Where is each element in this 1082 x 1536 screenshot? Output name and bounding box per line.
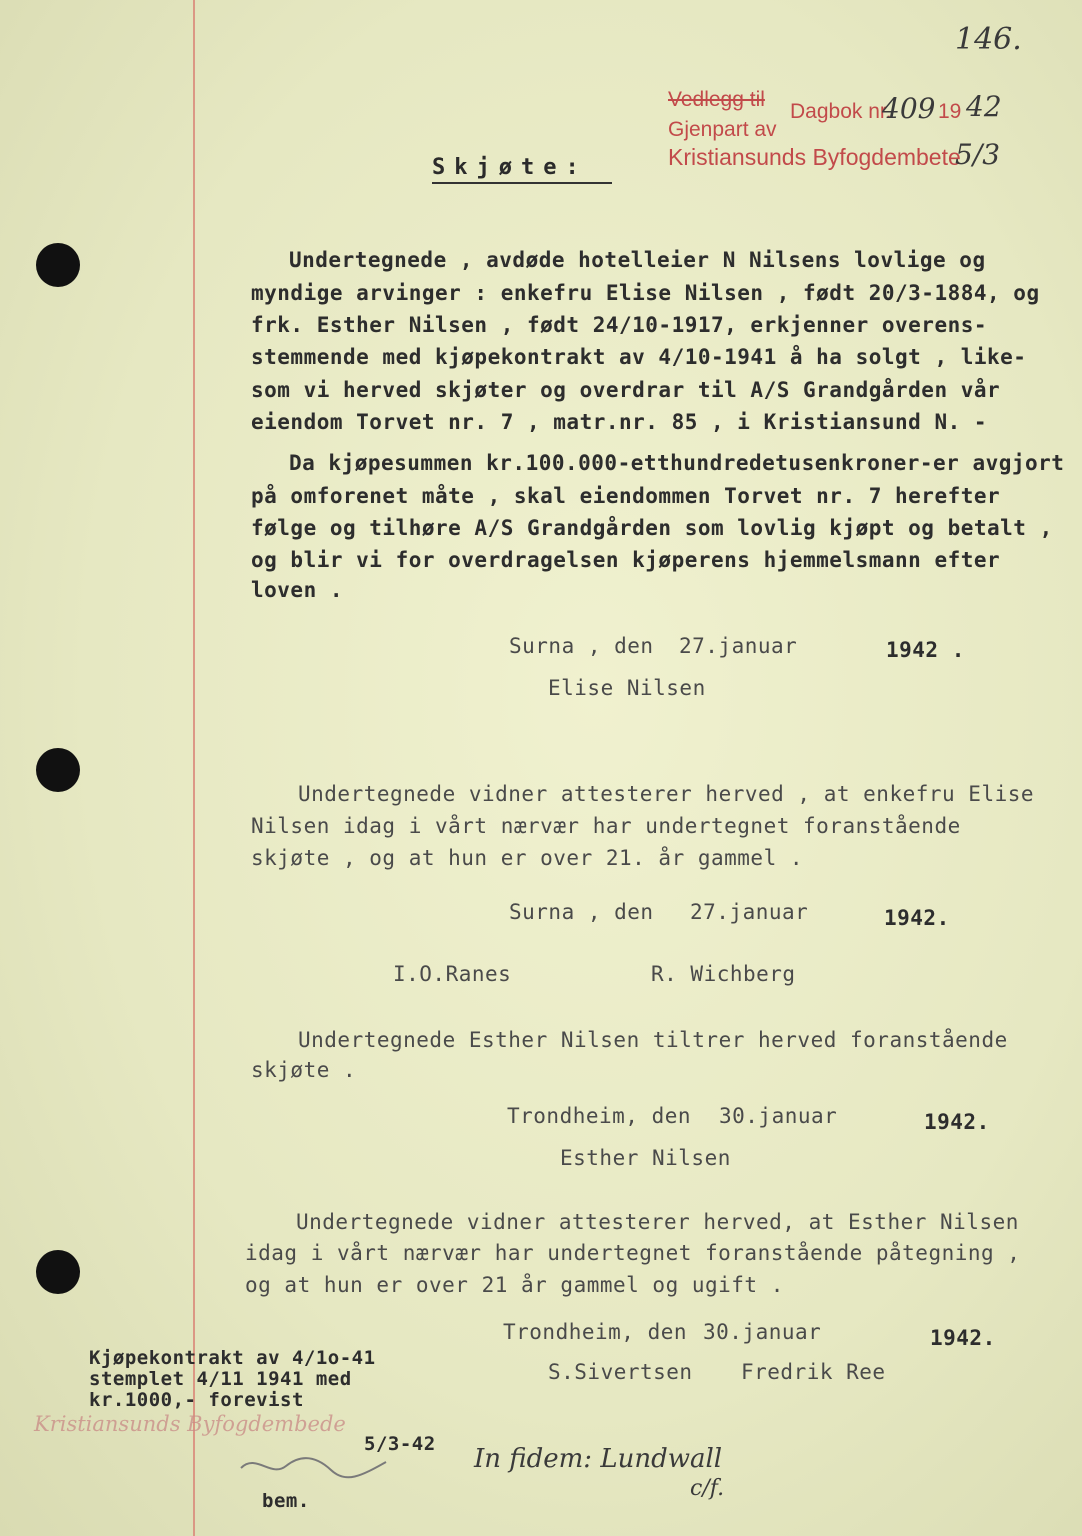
stamp-office: Kristiansunds Byfogdembete	[668, 144, 961, 170]
punch-hole	[36, 243, 80, 287]
para1-line: frk. Esther Nilsen , født 24/10-1917, erkjenner overens-	[251, 313, 988, 337]
para2-line: og blir vi for overdragelsen kjøperens hjemmelsmann efter	[251, 548, 1001, 572]
sign1-place: Surna , den	[509, 634, 654, 658]
stamp-dagbok-label: Dagbok nr.	[790, 100, 892, 123]
punch-hole	[36, 748, 80, 792]
para1-line: Undertegnede , avdøde hotelleier N Nilsens lovlige og	[289, 248, 986, 272]
sign3-date: 30.januar	[719, 1104, 838, 1128]
para5-line: idag i vårt nærvær har undertegnet foranstående påtegning ,	[245, 1241, 1021, 1265]
footer-bem: bem.	[262, 1490, 310, 1512]
sign4-year: 1942.	[930, 1326, 996, 1350]
footnote-line: kr.1000,- forevist	[89, 1389, 304, 1411]
para2-line: loven .	[251, 578, 344, 602]
sign2-year: 1942.	[884, 906, 950, 930]
para1-line: som vi herved skjøter og overdrar til A/S Grandgården vår	[251, 378, 1001, 402]
para3-line: Nilsen idag i vårt nærvær har undertegnet foranstående	[251, 814, 961, 838]
margin-rule	[193, 0, 195, 1536]
footer-sign: In fidem: Lundwall	[474, 1444, 723, 1474]
para2-line: følge og tilhøre A/S Grandgården som lovlig kjøpt og betalt ,	[251, 516, 1053, 540]
stamp-year-prefix: 19	[938, 100, 962, 123]
stamp-struck-line: Vedlegg til	[668, 88, 765, 111]
sign1-name: Elise Nilsen	[548, 676, 706, 700]
sign4-witness2: Fredrik Ree	[741, 1360, 886, 1384]
para2-line: på omforenet måte , skal eiendommen Torvet nr. 7 herefter	[251, 484, 1001, 508]
footer-date: 5/3-42	[364, 1433, 436, 1455]
para2-line: Da kjøpesummen kr.100.000-etthundredetusenkroner-er avgjort	[289, 451, 1065, 475]
sign4-place: Trondheim, den	[503, 1320, 688, 1344]
sign3-place: Trondheim, den	[507, 1104, 692, 1128]
sign2-witness2: R. Wichberg	[651, 962, 796, 986]
para1-line: stemmende med kjøpekontrakt av 4/10-1941 å ha solgt , like-	[251, 345, 1027, 369]
page-number: 146.	[955, 22, 1022, 57]
footnote-line: stemplet 4/11 1941 med	[89, 1368, 352, 1390]
para4-line: Undertegnede Esther Nilsen tiltrer herved foranstående	[298, 1028, 1008, 1052]
para3-line: Undertegnede vidner attesterer herved , at enkefru Elise	[298, 782, 1035, 806]
sign2-place: Surna , den	[509, 900, 654, 924]
para1-line: myndige arvinger : enkefru Elise Nilsen , født 20/3-1884, og	[251, 281, 1040, 305]
footer-sign2: c/f.	[690, 1476, 725, 1501]
sign3-year: 1942.	[924, 1110, 990, 1134]
stamp-dagbok-number: 409	[882, 92, 936, 125]
stamp-year-suffix: 42	[966, 90, 1002, 123]
sign1-date: 27.januar	[679, 634, 798, 658]
sign4-witness1: S.Sivertsen	[548, 1360, 693, 1384]
sign1-year: 1942 .	[886, 638, 965, 662]
stamp-date-note: 5/3	[955, 138, 1001, 171]
sign2-witness1: I.O.Ranes	[393, 962, 512, 986]
para1-line: eiendom Torvet nr. 7 , matr.nr. 85 , i Kristiansund N. -	[251, 410, 988, 434]
para4-line: skjøte .	[251, 1058, 357, 1082]
document-title: Skjøte:	[432, 155, 588, 180]
footer-signature-scribble	[236, 1448, 396, 1484]
footnote-line: Kjøpekontrakt av 4/1o-41	[89, 1347, 376, 1369]
title-underline	[432, 182, 612, 184]
sign3-name: Esther Nilsen	[560, 1146, 731, 1170]
sign2-date: 27.januar	[690, 900, 809, 924]
punch-hole	[36, 1250, 80, 1294]
stamp-line2: Gjenpart av	[668, 118, 777, 141]
footer-stamp: Kristiansunds Byfogdembede	[34, 1412, 346, 1436]
para5-line: og at hun er over 21 år gammel og ugift .	[245, 1273, 784, 1297]
sign4-date: 30.januar	[703, 1320, 822, 1344]
para3-line: skjøte , og at hun er over 21. år gammel .	[251, 846, 804, 870]
para5-line: Undertegnede vidner attesterer herved, at Esther Nilsen	[296, 1210, 1019, 1234]
